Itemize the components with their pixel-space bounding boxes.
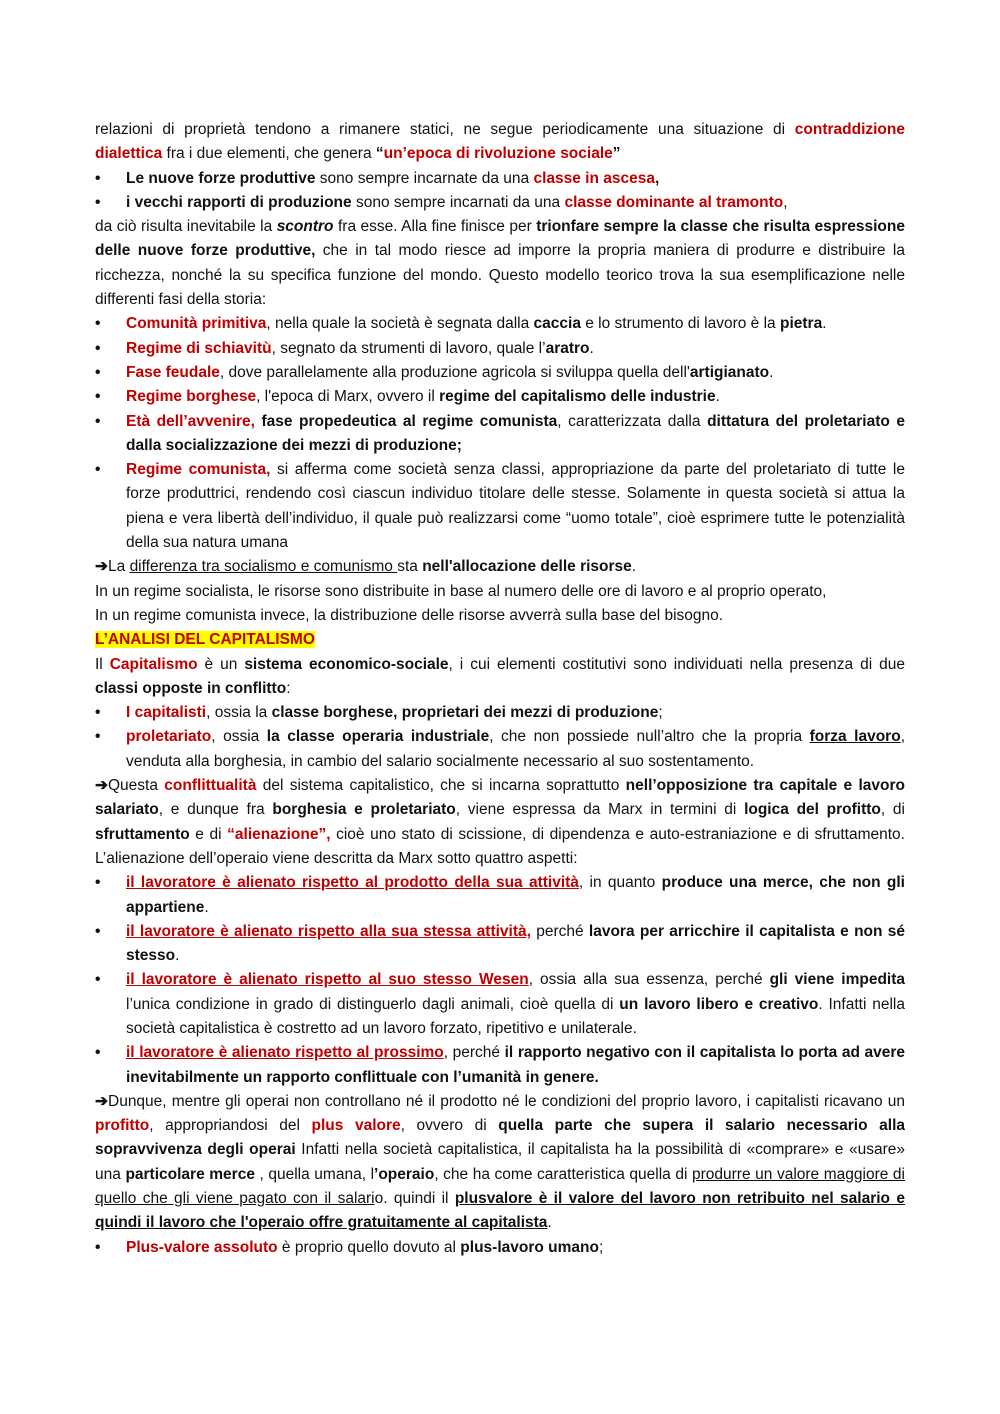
highlight-term: plus valore xyxy=(311,1117,401,1135)
bold-term: caccia xyxy=(533,315,581,333)
bold-term: artigianato xyxy=(689,363,770,381)
highlight-term: il lavoratore è alienato rispetto al suo stesso Wesen xyxy=(126,971,529,989)
text: , caratterizzata dalla xyxy=(557,412,708,430)
text: . Infatti nella società capitalistica è costretto ad un lavoro forzato, ripetitivo e unilaterale. xyxy=(126,995,905,1037)
text: fra esse. Alla fine finisce per xyxy=(333,218,537,236)
bold-term: classi opposte in conflitto xyxy=(95,679,287,697)
bold-term: ’operaio xyxy=(374,1165,435,1183)
text: o. quindi il xyxy=(374,1190,455,1208)
bold-term: Le nuove forze produttive xyxy=(126,169,316,187)
text: , e dunque fra xyxy=(158,801,273,819)
underlined-term: produrre un valore maggiore di quello che gli viene pagato con il salari xyxy=(95,1165,905,1208)
highlight-term: il lavoratore è alienato rispetto al prodotto della sua attività xyxy=(126,874,579,892)
text: del sistema capitalistico, che si incarna soprattutto xyxy=(256,777,626,795)
bold-term: nell'allocazione delle risorse xyxy=(422,558,632,576)
highlight-term: “alienazione”, xyxy=(227,825,331,843)
text: . xyxy=(631,558,637,576)
bold-term: lavora per arricchire il capitalista e non sé stesso xyxy=(126,922,906,965)
text: da ciò risulta inevitabile la xyxy=(95,218,277,236)
text: , di xyxy=(880,801,905,819)
italic-term: scontro xyxy=(276,218,334,236)
text: è un xyxy=(197,655,245,673)
surplus-list xyxy=(95,1236,905,1260)
list-item xyxy=(95,385,905,409)
highlight-term: Plus-valore assoluto xyxy=(126,1238,278,1256)
section-heading xyxy=(95,628,905,652)
text: si afferma come società senza classi, appropriazione da parte del proletariato di tutte le forze produttrici, rendendo così ciascun individuo titolare delle stesse. Solamente in questa società si attua la piena e vera libertà dell’individuo, il quale può realizzarsi come “uomo totale”, cioè esprimere tutte le potenzialità della sua natura umana xyxy=(126,461,905,552)
bold-term: pietra xyxy=(779,315,823,333)
arrow-icon: ➔ xyxy=(95,777,108,795)
text: , venduta alla borghesia, in cambio del salario socialmente necessario al suo sostentamento. xyxy=(126,728,905,770)
text: perché xyxy=(530,922,589,940)
bold-term: logica del profitto xyxy=(744,801,881,819)
highlight-term: un’epoca di rivoluzione sociale xyxy=(383,145,613,163)
highlight-term: conflittualità xyxy=(164,777,257,795)
text: , ossia alla sua essenza, perché xyxy=(528,971,770,989)
highlight-term: I capitalisti xyxy=(126,704,207,722)
list-item xyxy=(95,167,905,191)
bold-term: fase propedeutica al regime comunista xyxy=(254,412,558,430)
text: Dunque, mentre gli operai non controllano né il prodotto né le condizioni del proprio lavoro, i capitalisti ricavano un xyxy=(108,1092,905,1110)
text: , viene espressa da Marx in termini di xyxy=(455,801,745,819)
text: e di xyxy=(189,825,228,843)
text: relazioni di proprietà tendono a rimanere statici, ne segue periodicamente una situazione di xyxy=(95,121,795,138)
list-item xyxy=(95,701,905,725)
text: cioè uno stato di scissione, di dipendenza e auto-estraniazione e di sfruttamento. L’alienazione dell’operaio viene descritta da Marx sotto quattro aspetti: xyxy=(95,825,905,867)
text: sono sempre incarnate da una xyxy=(315,169,534,187)
text: , quella umana, l xyxy=(254,1165,375,1183)
highlight-term: Regime comunista, xyxy=(126,461,271,479)
text: , perché xyxy=(443,1044,505,1062)
surplus-paragraph xyxy=(95,1090,905,1236)
capitalism-paragraph xyxy=(95,653,905,702)
list-item xyxy=(95,361,905,385)
arrow-icon: ➔ xyxy=(95,558,108,576)
highlight-term: il lavoratore è alienato rispetto al prossimo xyxy=(126,1044,444,1062)
forces-list xyxy=(95,167,905,216)
document-page xyxy=(95,118,905,1260)
list-item xyxy=(95,458,905,555)
bold-term: particolare merce xyxy=(125,1165,255,1183)
bold-term: classe borghese, proprietari dei mezzi di produzione xyxy=(271,704,659,722)
bold-term: i vecchi rapporti di produzione xyxy=(126,193,352,211)
text: l’unica condizione in grado di distinguerlo dagli animali, cioè quella di xyxy=(126,995,620,1013)
heading-text: L’ANALISI DEL CAPITALISMO xyxy=(95,631,315,649)
text: ; xyxy=(658,704,663,722)
socialism-line: In un regime socialista, le risorse sono distribuite in base al numero delle ore di lavoro e al proprio operato, xyxy=(95,582,827,600)
list-item xyxy=(95,312,905,336)
bold-term: quella parte che supera il salario necessario alla sopravvivenza degli operai xyxy=(95,1117,906,1159)
highlight-term: proletariato xyxy=(126,728,212,746)
text: , segnato da strumenti di lavoro, quale l’ xyxy=(271,339,546,357)
text: , dove parallelamente alla produzione agricola si sviluppa quella dell' xyxy=(219,363,690,381)
underlined-term: forza lavoro xyxy=(809,728,901,746)
text: , xyxy=(783,193,788,211)
text: ; xyxy=(598,1238,604,1256)
highlight-term: Capitalismo xyxy=(109,655,198,673)
text: . xyxy=(547,1214,552,1232)
conflict-paragraph xyxy=(95,774,905,871)
list-item xyxy=(95,191,905,215)
bold-term: sistema economico-sociale xyxy=(244,655,449,673)
text: e lo strumento di lavoro è la xyxy=(580,315,780,333)
bold-term: produce una merce, che non gli appartiene xyxy=(126,874,905,916)
highlight-term: profitto xyxy=(95,1117,150,1135)
bold-term: la classe operaria industriale xyxy=(266,728,490,746)
highlight-term: Regime borghese xyxy=(126,388,257,406)
underlined-term: differenza tra socialismo e comunismo xyxy=(129,558,398,576)
highlight-term: classe in ascesa xyxy=(533,169,655,187)
quote-mark: “ xyxy=(375,145,384,163)
bold-term: un lavoro libero e creativo xyxy=(619,995,819,1013)
text: . xyxy=(204,898,209,916)
list-item xyxy=(95,725,905,774)
text: , nella quale la società è segnata dalla xyxy=(266,315,534,333)
bold-term: trionfare sempre la classe che risulta espressione delle nuove forze produttive, xyxy=(95,218,905,260)
text: , l'epoca di Marx, ovvero il xyxy=(256,388,440,406)
list-item xyxy=(95,920,905,969)
highlight-term: Comunità primitiva xyxy=(126,315,267,333)
list-item xyxy=(95,871,905,920)
highlight-term: Fase feudale xyxy=(126,363,220,381)
text: : xyxy=(286,679,291,697)
bold-term: gli viene impedita xyxy=(769,971,905,989)
text: sono sempre incarnati da una xyxy=(351,193,565,211)
communism-line: In un regime comunista invece, la distribuzione delle risorse avverrà sulla base del bisogno. xyxy=(95,606,724,624)
text: , ossia la xyxy=(206,704,272,722)
arrow-icon: ➔ xyxy=(95,1092,108,1110)
alienation-list xyxy=(95,871,905,1090)
text: . xyxy=(175,947,180,965)
highlight-term: contraddizione dialettica xyxy=(95,121,905,163)
text: , ossia xyxy=(211,728,267,746)
text: La xyxy=(108,558,130,576)
highlight-term: il lavoratore è alienato rispetto alla sua stessa attività, xyxy=(126,922,531,940)
phases-list xyxy=(95,312,905,555)
text: Infatti nella società capitalistica, il capitalista ha la possibilità di «comprare» e «usare» una xyxy=(95,1141,905,1183)
highlight-term: Età dell’avvenire, xyxy=(126,412,255,430)
text: , che non possiede null’altro che la propria xyxy=(489,728,810,746)
list-item xyxy=(95,1041,905,1090)
text: . xyxy=(769,363,774,381)
bold-term: sfruttamento xyxy=(95,825,190,843)
bold-term: regime del capitalismo delle industrie xyxy=(439,388,716,406)
intro-paragraph xyxy=(95,118,905,167)
text: che in tal modo riesce ad imporre la propria maniera di produrre e distribuire la ricchezza, nonché la su specifica funzione del mondo. Questo modello teorico trova la sua esemplificazione nelle differenti fasi della storia: xyxy=(95,242,905,309)
text: , i cui elementi costitutivi sono individuati nella presenza di due xyxy=(448,655,905,673)
difference-line xyxy=(95,555,905,579)
text: Questa xyxy=(108,777,165,795)
text: , in quanto xyxy=(578,874,662,892)
classes-list xyxy=(95,701,905,774)
text: è proprio quello dovuto al xyxy=(277,1238,461,1256)
text: , ovvero di xyxy=(400,1117,499,1135)
bold-term: nell’opposizione tra capitale e lavoro salariato xyxy=(95,777,905,819)
bold-term: borghesia e proletariato xyxy=(272,801,456,819)
bold-term: aratro xyxy=(545,339,590,357)
highlight-term: Regime di schiavitù xyxy=(126,339,272,357)
list-item xyxy=(95,968,905,1041)
bold-term: dittatura del proletariato e dalla socializzazione dei mezzi di produzione; xyxy=(126,412,906,454)
list-item xyxy=(95,1236,905,1260)
text: sta xyxy=(397,558,423,576)
underlined-term: plusvalore è il valore del lavoro non retribuito nel salario e quindi il lavoro che l'operaio offre gratuitamente al capitalista xyxy=(95,1190,905,1232)
bold-term: plus-lavoro umano xyxy=(460,1238,599,1256)
text: . xyxy=(715,388,720,406)
list-item xyxy=(95,337,905,361)
list-item xyxy=(95,410,905,459)
quote-mark: ” xyxy=(612,145,621,163)
text: , xyxy=(655,169,660,187)
text: Il xyxy=(95,655,110,673)
text: , appropriandosi del xyxy=(149,1117,312,1135)
text: fra i due elementi, che genera xyxy=(162,145,376,163)
text: . xyxy=(822,315,827,333)
highlight-term: classe dominante al tramonto xyxy=(564,193,784,211)
text: , che ha come caratteristica quella di xyxy=(434,1165,692,1183)
bold-term: il rapporto negativo con il capitalista lo porta ad avere inevitabilmente un rapporto conflittuale con l’umanità in genere. xyxy=(126,1044,906,1086)
text: . xyxy=(589,339,594,357)
history-paragraph xyxy=(95,215,905,312)
